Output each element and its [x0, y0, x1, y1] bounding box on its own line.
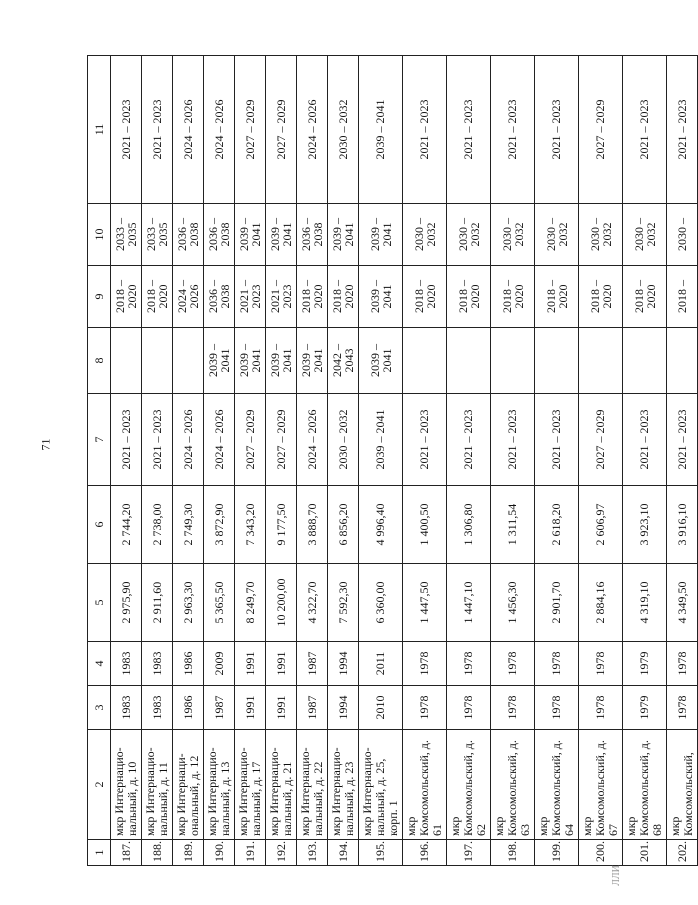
table-container [87, 56, 695, 866]
table-row [235, 56, 266, 866]
table-cell-col-8: 2039 – 2041 [297, 328, 328, 394]
table-row [623, 56, 667, 866]
table-cell-col-6: 7 343,20 [235, 486, 266, 564]
table-cell-col-5: 1 447,10 [447, 564, 491, 642]
table-cell-col-10: 2030 – 2032 [447, 204, 491, 266]
table-cell-col-1: 193. [297, 840, 328, 866]
table-cell-col-8 [535, 328, 579, 394]
table-cell-col-6: 3 872,90 [204, 486, 235, 564]
table-cell-col-3: 1991 [235, 686, 266, 730]
table-cell-col-6: 6 856,20 [328, 486, 359, 564]
table-cell-col-4: 1991 [266, 642, 297, 686]
table-cell-col-9: 2018 – 2020 [579, 266, 623, 328]
table-cell-col-7: 2027 – 2029 [235, 394, 266, 486]
table-cell-col-2: мкр Комсомольский, д. 61 [403, 730, 447, 840]
table-cell-col-1: 202. [667, 840, 698, 866]
table-cell-col-1: 200. [579, 840, 623, 866]
table-cell-col-4: 2009 [204, 642, 235, 686]
table-cell-col-1: 192. [266, 840, 297, 866]
table-cell-col-10: 2030 – 2032 [623, 204, 667, 266]
table-cell-col-10: 2033 – 2035 [111, 204, 142, 266]
table-cell-col-5: 1 447,50 [403, 564, 447, 642]
table-cell-col-7: 2021 – 2023 [142, 394, 173, 486]
table-cell-col-10: 2036 – 2038 [297, 204, 328, 266]
table-cell-col-8: 2039 – 2041 [204, 328, 235, 394]
table-cell-col-11: 2021 – 2023 [403, 56, 447, 204]
table-cell-col-11: 2024 – 2026 [297, 56, 328, 204]
table-cell-col-10: 2030 – 2032 [491, 204, 535, 266]
page-number: 71 [38, 438, 53, 451]
table-cell-col-6: 2 749,30 [173, 486, 204, 564]
table-cell-col-7: 2021 – 2023 [403, 394, 447, 486]
table-cell-col-6: 9 177,50 [266, 486, 297, 564]
table-cell-col-9: 2018 – 2020 [535, 266, 579, 328]
column-header-1: 1 [88, 840, 111, 866]
table-cell-col-8 [111, 328, 142, 394]
table-cell-col-9: 2018 – 2020 [447, 266, 491, 328]
table-cell-col-7: 2024 – 2026 [297, 394, 328, 486]
table-cell-col-4: 1983 [111, 642, 142, 686]
table-cell-col-3: 1986 [173, 686, 204, 730]
table-cell-col-8 [173, 328, 204, 394]
table-cell-col-3: 1978 [667, 686, 698, 730]
column-header-9: 9 [88, 266, 111, 328]
table-cell-col-6: 1 311,54 [491, 486, 535, 564]
table-cell-col-6: 3 888,70 [297, 486, 328, 564]
table-cell-col-9: 2018 – 2020 [297, 266, 328, 328]
table-cell-col-5: 5 365,50 [204, 564, 235, 642]
table-cell-col-10: 2036 – 2038 [204, 204, 235, 266]
table-cell-col-11: 2021 – 2023 [623, 56, 667, 204]
column-header-5: 5 [88, 564, 111, 642]
table-cell-col-4: 1986 [173, 642, 204, 686]
table-cell-col-3: 1978 [579, 686, 623, 730]
table-cell-col-7: 2030 – 2032 [328, 394, 359, 486]
table-cell-col-5: 4 349,50 [667, 564, 698, 642]
table-cell-col-4: 1978 [579, 642, 623, 686]
data-table [87, 55, 698, 866]
table-cell-col-2: мкр Интернацио-нальный, д. 10 [111, 730, 142, 840]
table-cell-col-6: 3 923,10 [623, 486, 667, 564]
table-cell-col-9: 2021 – 2023 [235, 266, 266, 328]
table-cell-col-4: 1994 [328, 642, 359, 686]
table-cell-col-5: 4 322,70 [297, 564, 328, 642]
table-cell-col-7: 2027 – 2029 [266, 394, 297, 486]
table-cell-col-4: 1983 [142, 642, 173, 686]
table-cell-col-5: 2 884,16 [579, 564, 623, 642]
table-cell-col-7: 2024 – 2026 [173, 394, 204, 486]
table-cell-col-9: 2018 – 2020 [403, 266, 447, 328]
table-cell-col-4: 1978 [447, 642, 491, 686]
table-cell-col-5: 10 200,00 [266, 564, 297, 642]
table-cell-col-3: 1987 [204, 686, 235, 730]
table-cell-col-10: 2030 – [667, 204, 698, 266]
table-cell-col-7: 2039 – 2041 [359, 394, 403, 486]
table-cell-col-11: 2024 – 2026 [204, 56, 235, 204]
table-cell-col-5: 1 456,30 [491, 564, 535, 642]
table-cell-col-7: 2027 – 2029 [579, 394, 623, 486]
table-cell-col-6: 3 916,10 [667, 486, 698, 564]
table-cell-col-9: 2039 – 2041 [359, 266, 403, 328]
table-cell-col-1: 194. [328, 840, 359, 866]
table-cell-col-3: 1983 [142, 686, 173, 730]
table-cell-col-4: 1978 [491, 642, 535, 686]
rotated-table-area [87, 56, 695, 866]
table-body [111, 56, 698, 866]
table-row [447, 56, 491, 866]
table-cell-col-8 [491, 328, 535, 394]
table-cell-col-6: 1 306,80 [447, 486, 491, 564]
table-cell-col-1: 197. [447, 840, 491, 866]
table-cell-col-7: 2021 – 2023 [111, 394, 142, 486]
table-cell-col-2: мкр Интернацио-нальный, д. 23 [328, 730, 359, 840]
table-cell-col-2: мкр Комсомольский, д. 63 [491, 730, 535, 840]
table-cell-col-9: 2018 – 2020 [491, 266, 535, 328]
table-row [403, 56, 447, 866]
table-cell-col-8 [447, 328, 491, 394]
table-cell-col-1: 195. [359, 840, 403, 866]
table-row [667, 56, 698, 866]
table-cell-col-1: 199. [535, 840, 579, 866]
table-cell-col-7: 2021 – 2023 [535, 394, 579, 486]
table-cell-col-5: 2 963,30 [173, 564, 204, 642]
table-cell-col-4: 1979 [623, 642, 667, 686]
table-cell-col-5: 8 249,70 [235, 564, 266, 642]
table-cell-col-4: 1991 [235, 642, 266, 686]
table-cell-col-6: 4 996,40 [359, 486, 403, 564]
scan-mark: ЛЛИ [610, 865, 622, 886]
table-cell-col-6: 2 618,20 [535, 486, 579, 564]
table-cell-col-8 [667, 328, 698, 394]
table-cell-col-9: 2018 – 2020 [111, 266, 142, 328]
table-cell-col-3: 1978 [403, 686, 447, 730]
table-cell-col-3: 1987 [297, 686, 328, 730]
table-cell-col-11: 2024 – 2026 [173, 56, 204, 204]
table-cell-col-10: 2039 – 2041 [328, 204, 359, 266]
header-row [88, 56, 111, 866]
table-cell-col-11: 2021 – 2023 [447, 56, 491, 204]
table-cell-col-11: 2027 – 2029 [579, 56, 623, 204]
table-cell-col-3: 1991 [266, 686, 297, 730]
column-header-6: 6 [88, 486, 111, 564]
table-cell-col-9: 2018 – 2020 [142, 266, 173, 328]
table-cell-col-11: 2027 – 2029 [266, 56, 297, 204]
table-row [266, 56, 297, 866]
table-cell-col-7: 2021 – 2023 [667, 394, 698, 486]
table-cell-col-1: 189. [173, 840, 204, 866]
table-cell-col-6: 2 738,00 [142, 486, 173, 564]
column-header-8: 8 [88, 328, 111, 394]
table-cell-col-8: 2039 – 2041 [266, 328, 297, 394]
table-cell-col-7: 2021 – 2023 [491, 394, 535, 486]
table-cell-col-4: 1978 [403, 642, 447, 686]
table-cell-col-8: 2042 – 2043 [328, 328, 359, 394]
table-cell-col-3: 1983 [111, 686, 142, 730]
table-cell-col-2: мкр Интернацио-нальный, д. 13 [204, 730, 235, 840]
table-cell-col-5: 2 911,60 [142, 564, 173, 642]
table-cell-col-1: 196. [403, 840, 447, 866]
table-cell-col-2: мкр Интернацио-нальный, д. 21 [266, 730, 297, 840]
table-cell-col-4: 1987 [297, 642, 328, 686]
table-cell-col-2: мкр Интернаци-ональный, д. 12 [173, 730, 204, 840]
table-cell-col-7: 2024 – 2026 [204, 394, 235, 486]
table-cell-col-9: 2018 – 2020 [623, 266, 667, 328]
table-cell-col-11: 2021 – 2023 [142, 56, 173, 204]
table-cell-col-10: 2039 – 2041 [266, 204, 297, 266]
column-header-3: 3 [88, 686, 111, 730]
table-cell-col-1: 191. [235, 840, 266, 866]
table-cell-col-6: 1 400,50 [403, 486, 447, 564]
table-cell-col-2: мкр Комсомольский, д. 67 [579, 730, 623, 840]
table-row [111, 56, 142, 866]
table-cell-col-2: мкр Интернацио-нальный, д. 11 [142, 730, 173, 840]
table-cell-col-6: 2 606,97 [579, 486, 623, 564]
table-cell-col-8 [623, 328, 667, 394]
table-cell-col-3: 1994 [328, 686, 359, 730]
table-cell-col-11: 2021 – 2023 [491, 56, 535, 204]
column-header-4: 4 [88, 642, 111, 686]
table-row [142, 56, 173, 866]
table-cell-col-4: 2011 [359, 642, 403, 686]
table-cell-col-11: 2027 – 2029 [235, 56, 266, 204]
table-cell-col-10: 2030 – 2032 [579, 204, 623, 266]
table-cell-col-2: мкр Интернацио-нальный, д. 25, корп. 1 [359, 730, 403, 840]
table-cell-col-1: 188. [142, 840, 173, 866]
table-cell-col-8: 2039 – 2041 [235, 328, 266, 394]
table-cell-col-10: 2036 – 2038 [173, 204, 204, 266]
table-cell-col-1: 198. [491, 840, 535, 866]
table-row [491, 56, 535, 866]
table-cell-col-6: 2 744,20 [111, 486, 142, 564]
table-cell-col-8: 2039 – 2041 [359, 328, 403, 394]
table-cell-col-5: 4 319,10 [623, 564, 667, 642]
table-cell-col-11: 2021 – 2023 [667, 56, 698, 204]
table-cell-col-2: мкр Комсомольский, д. 68 [623, 730, 667, 840]
column-header-10: 10 [88, 204, 111, 266]
column-header-7: 7 [88, 394, 111, 486]
table-cell-col-3: 2010 [359, 686, 403, 730]
table-cell-col-11: 2021 – 2023 [535, 56, 579, 204]
table-cell-col-10: 2033 – 2035 [142, 204, 173, 266]
column-header-2: 2 [88, 730, 111, 840]
table-cell-col-4: 1978 [535, 642, 579, 686]
table-cell-col-5: 2 901,70 [535, 564, 579, 642]
table-cell-col-9: 2021 – 2023 [266, 266, 297, 328]
table-cell-col-1: 187. [111, 840, 142, 866]
column-header-11: 11 [88, 56, 111, 204]
table-cell-col-7: 2021 – 2023 [623, 394, 667, 486]
table-cell-col-9: 2018 – 2020 [328, 266, 359, 328]
table-cell-col-7: 2021 – 2023 [447, 394, 491, 486]
table-row [297, 56, 328, 866]
table-cell-col-2: мкр Комсомольский, д. 64 [535, 730, 579, 840]
table-cell-col-2: мкр Комсомольский, [667, 730, 698, 840]
table-cell-col-8 [403, 328, 447, 394]
table-cell-col-4: 1978 [667, 642, 698, 686]
table-cell-col-11: 2030 – 2032 [328, 56, 359, 204]
table-row [579, 56, 623, 866]
table-cell-col-5: 7 592,30 [328, 564, 359, 642]
table-cell-col-9: 2024 – 2026 [173, 266, 204, 328]
table-cell-col-8 [579, 328, 623, 394]
table-cell-col-5: 6 360,00 [359, 564, 403, 642]
table-cell-col-8 [142, 328, 173, 394]
table-cell-col-11: 2021 – 2023 [111, 56, 142, 204]
table-cell-col-1: 190. [204, 840, 235, 866]
table-row [359, 56, 403, 866]
table-cell-col-3: 1978 [535, 686, 579, 730]
table-row [204, 56, 235, 866]
table-cell-col-11: 2039 – 2041 [359, 56, 403, 204]
table-cell-col-10: 2030 – 2032 [535, 204, 579, 266]
table-cell-col-3: 1978 [447, 686, 491, 730]
table-cell-col-5: 2 975,90 [111, 564, 142, 642]
table-row [535, 56, 579, 866]
table-cell-col-2: мкр Комсомольский, д. 62 [447, 730, 491, 840]
table-cell-col-9: 2018 – [667, 266, 698, 328]
table-row [328, 56, 359, 866]
table-cell-col-10: 2039 – 2041 [235, 204, 266, 266]
table-cell-col-3: 1979 [623, 686, 667, 730]
table-cell-col-2: мкр Интернацио-нальный, д. 22 [297, 730, 328, 840]
table-cell-col-2: мкр Интернацио-нальный, д. 17 [235, 730, 266, 840]
table-cell-col-10: 2030 – 2032 [403, 204, 447, 266]
table-row [173, 56, 204, 866]
table-cell-col-9: 2036 – 2038 [204, 266, 235, 328]
table-cell-col-10: 2039 – 2041 [359, 204, 403, 266]
table-cell-col-3: 1978 [491, 686, 535, 730]
table-cell-col-1: 201. [623, 840, 667, 866]
